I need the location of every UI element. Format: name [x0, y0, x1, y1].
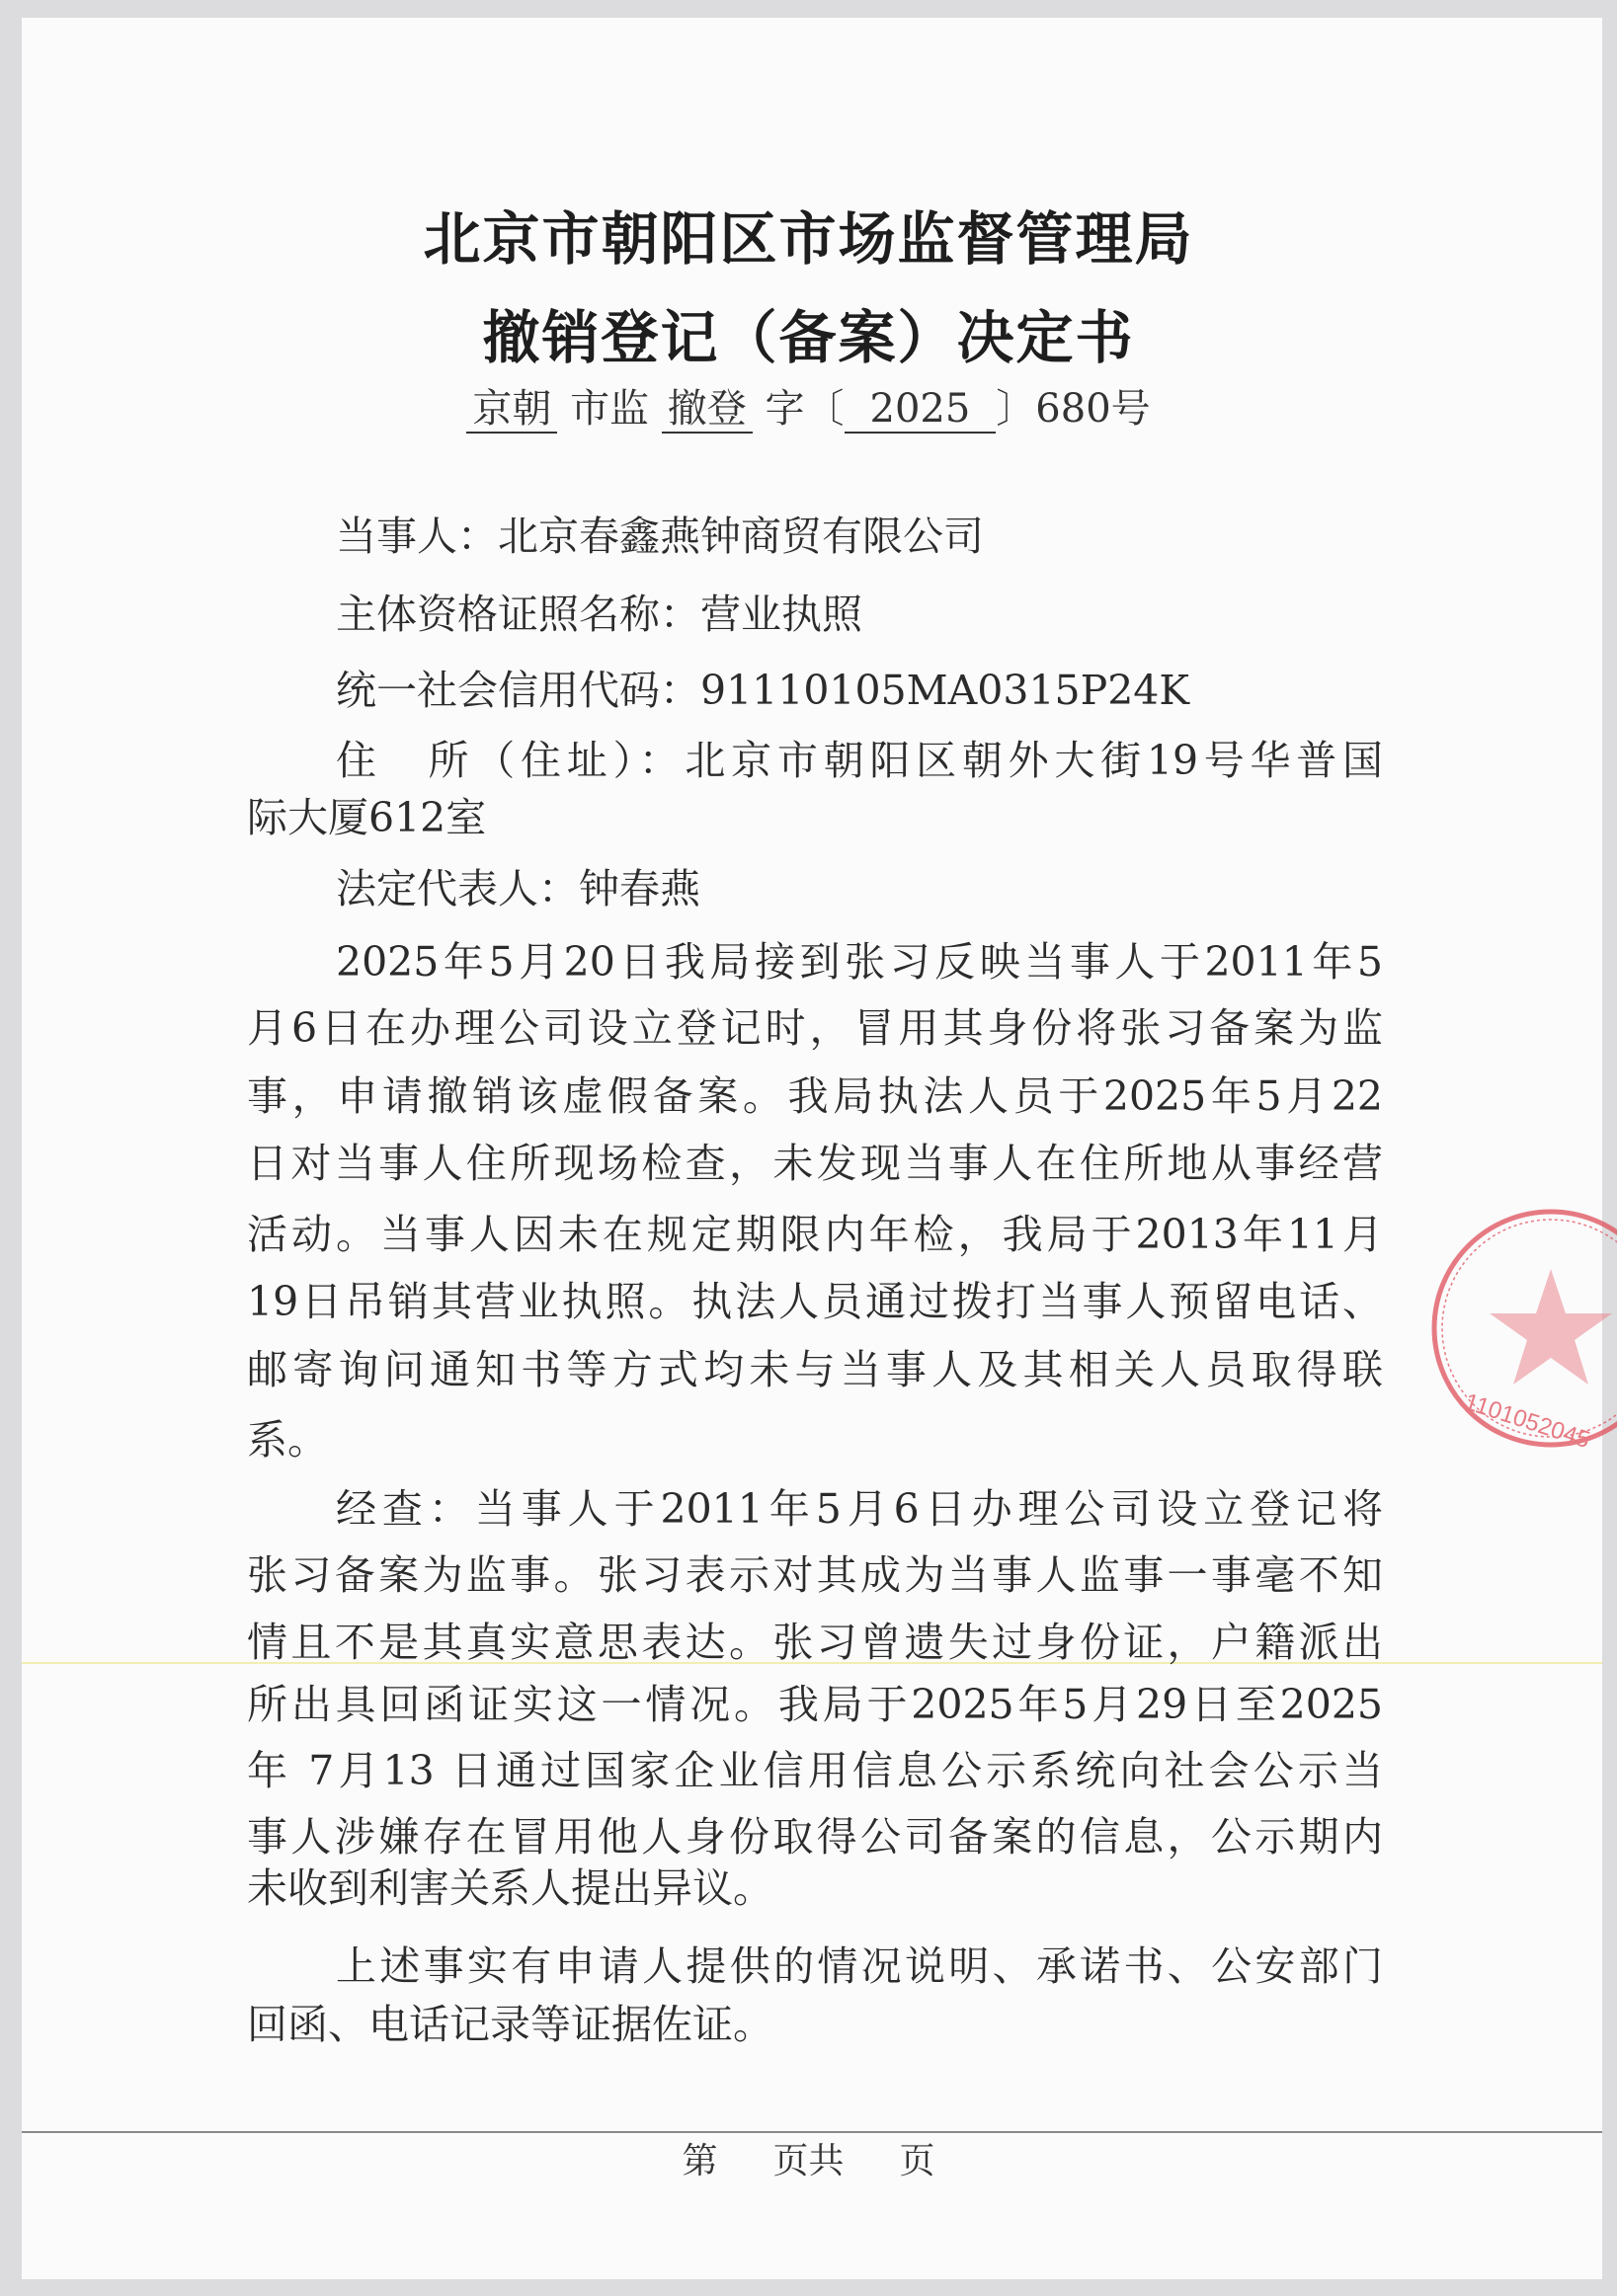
- paragraph-line: 经查：当事人于2011年5月6日办理公司设立登记将: [336, 1485, 1383, 1533]
- paragraph-line: 系。: [247, 1416, 328, 1464]
- credit-code-line: 统一社会信用代码：91110105MA0315P24K: [336, 667, 1190, 714]
- address-line-cont: 际大厦612室: [247, 794, 487, 841]
- party-line: 当事人：北京春鑫燕钟商贸有限公司: [336, 513, 984, 560]
- doc-number-type: 撤登: [662, 386, 753, 434]
- paragraph-line: 张习备案为监事。张习表示对其成为当事人监事一事毫不知: [247, 1551, 1383, 1599]
- paragraph-line: 事人涉嫌存在冒用他人身份取得公司备案的信息，公示期内: [247, 1813, 1383, 1861]
- paragraph-line: 年 7月13 日通过国家企业信用信息公示系统向社会公示当: [247, 1747, 1383, 1794]
- paragraph-line: 日对当事人住所现场检查，未发现当事人在住所地从事经营: [247, 1140, 1383, 1187]
- paragraph-line: 所出具回函证实这一情况。我局于2025年5月29日至2025: [247, 1681, 1383, 1728]
- address-line: 住 所（住址）：北京市朝阳区朝外大街19号华普国: [336, 737, 1383, 784]
- page-footer: [0, 2133, 1617, 2183]
- doc-number-dept: 市监: [570, 386, 650, 432]
- doc-number-zi: 字〔: [765, 386, 845, 432]
- license-line: 主体资格证照名称：营业执照: [336, 591, 862, 638]
- paragraph-line: 未收到利害关系人提出异议。: [247, 1864, 773, 1912]
- legal-rep-line: 法定代表人：钟春燕: [336, 865, 700, 912]
- footer-page-label: 第: [682, 2141, 718, 2181]
- paragraph-line: 19日吊销其营业执照。执法人员通过拨打当事人预留电话、: [247, 1278, 1383, 1325]
- paragraph-line: 月6日在办理公司设立登记时，冒用其身份将张习备案为监: [247, 1004, 1383, 1052]
- stamp-code: 1101052045: [1461, 1387, 1593, 1455]
- official-seal-stamp: [1403, 1165, 1617, 1491]
- paragraph-line: 2025年5月20日我局接到张习反映当事人于2011年5: [336, 938, 1383, 986]
- doc-number-year: 2025: [845, 386, 997, 434]
- title-document-type: 撤销登记（备案）决定书: [482, 304, 1135, 371]
- paragraph-line: 上述事实有申请人提供的情况说明、承诺书、公安部门: [336, 1942, 1383, 1990]
- doc-number-prefix: 京朝: [466, 386, 557, 434]
- paragraph-line: 情且不是其真实意思表达。张习曾遗失过身份证，户籍派出: [247, 1619, 1383, 1666]
- document-number: [0, 377, 1617, 434]
- doc-number-serial: 〕680号: [996, 386, 1151, 432]
- paragraph-line: 活动。当事人因未在规定期限内年检，我局于2013年11月: [247, 1211, 1383, 1258]
- title-agency: 北京市朝阳区市场监督管理局: [423, 205, 1194, 273]
- footer-of-label: 页共: [772, 2141, 845, 2181]
- paragraph-line: 邮寄询问通知书等方式均未与当事人及其相关人员取得联: [247, 1346, 1383, 1393]
- paragraph-line: 回函、电话记录等证据佐证。: [247, 2001, 773, 2048]
- paragraph-line: 事，申请撤销该虚假备案。我局执法人员于2025年5月22: [247, 1072, 1383, 1120]
- footer-pages-label: 页: [899, 2141, 935, 2181]
